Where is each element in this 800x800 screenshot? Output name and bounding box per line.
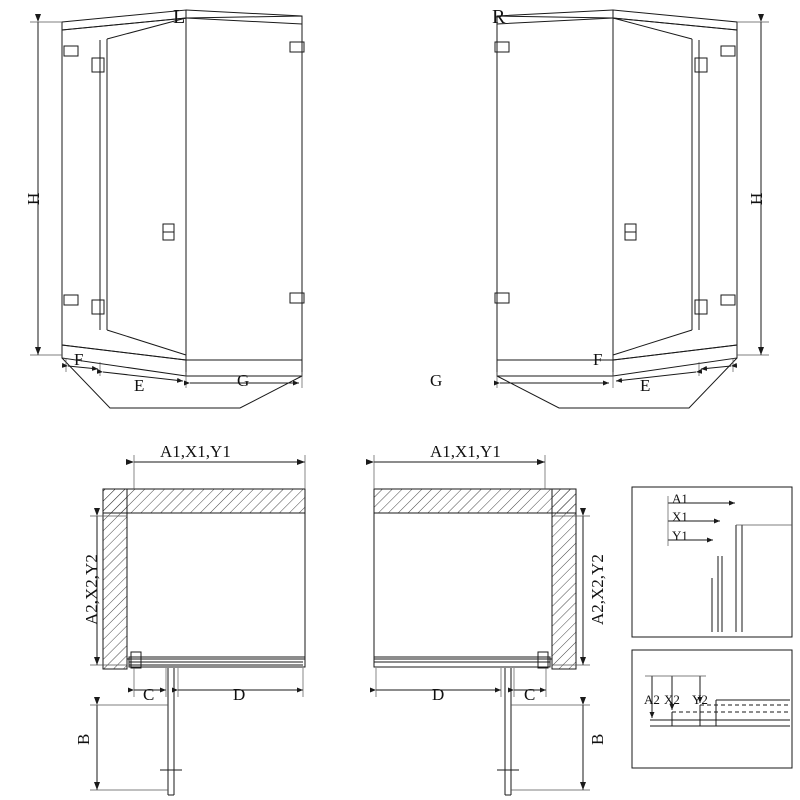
label-plan-right-dim-d: D [432, 685, 445, 704]
label-variant-left: L [173, 6, 186, 28]
label-plan-left-dim-c: C [143, 685, 155, 704]
label-base-f-right: F [593, 350, 603, 369]
label-plan-left-top-dim: A1,X1,Y1 [160, 442, 231, 461]
label-height-right: H [747, 192, 766, 205]
label-base-g-left: G [237, 371, 250, 390]
plan-view-right [374, 455, 590, 795]
label-detail-a2: A2 [644, 692, 660, 707]
label-base-e-right: E [640, 376, 651, 395]
iso-view-left [30, 10, 304, 420]
plan-view-left [90, 455, 305, 795]
detail-view-bottom [632, 650, 792, 768]
label-detail-y2: Y2 [692, 692, 708, 707]
label-plan-right-side-dim: A2,X2,Y2 [588, 554, 607, 625]
label-variant-right: R [492, 6, 506, 28]
label-base-g-right: G [430, 371, 443, 390]
label-plan-left-side-dim: A2,X2,Y2 [82, 554, 101, 625]
label-base-e-left: E [134, 376, 145, 395]
label-plan-left-dim-b: B [74, 733, 93, 745]
label-base-f-left: F [74, 350, 84, 369]
label-plan-left-dim-d: D [233, 685, 246, 704]
label-detail-y1: Y1 [672, 528, 688, 543]
iso-view-right [495, 10, 769, 408]
label-plan-right-dim-b: B [588, 733, 607, 745]
label-detail-x1: X1 [672, 509, 688, 524]
label-plan-right-dim-c: C [524, 685, 536, 704]
label-detail-a1: A1 [672, 491, 688, 506]
label-detail-x2: X2 [664, 692, 680, 707]
detail-view-top [632, 487, 792, 637]
label-plan-right-top-dim: A1,X1,Y1 [430, 442, 501, 461]
label-height-left: H [24, 192, 43, 205]
